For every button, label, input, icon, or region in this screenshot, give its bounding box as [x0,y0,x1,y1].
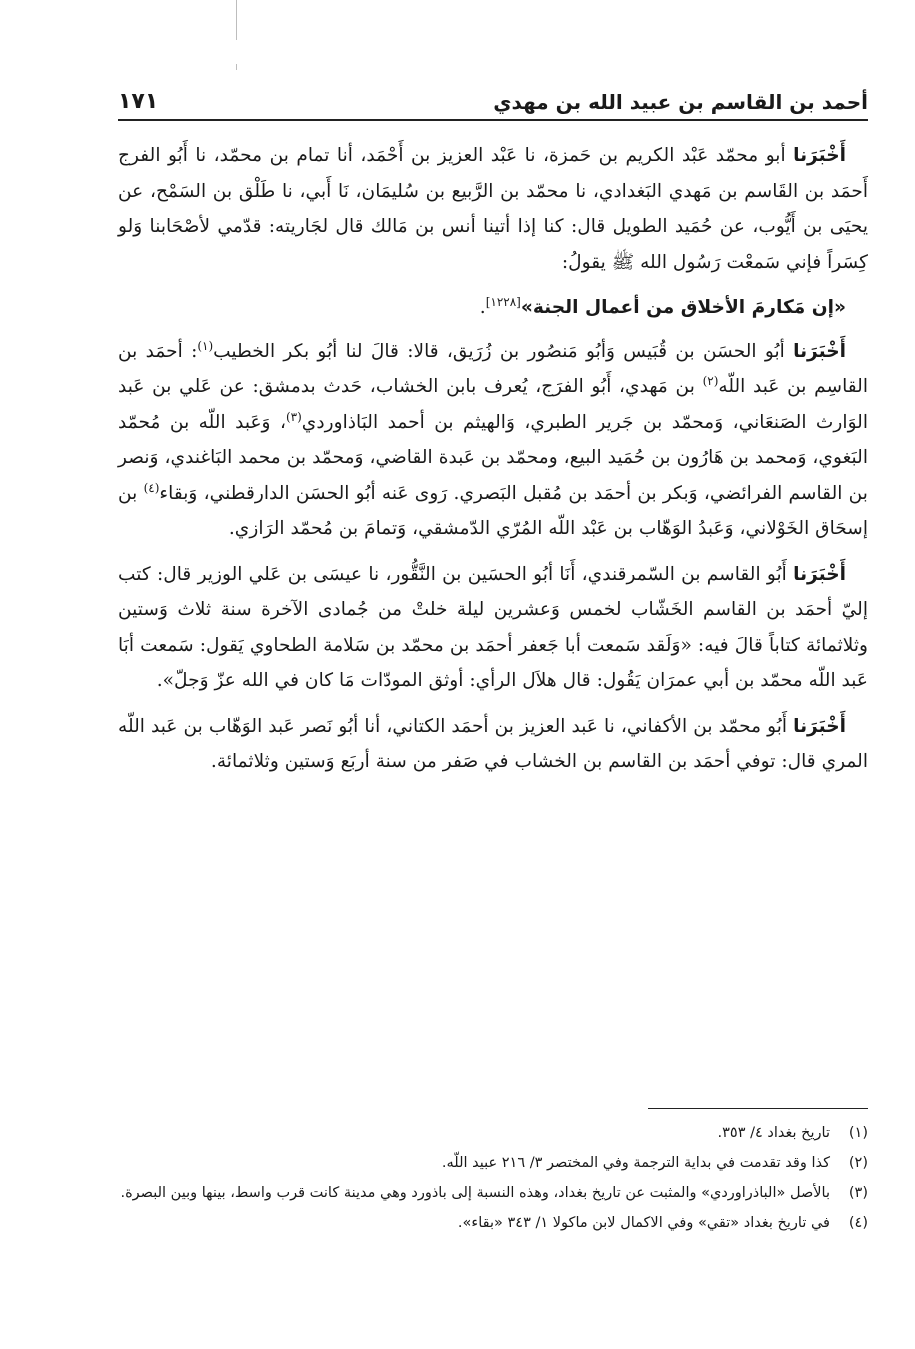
page-header [118,78,868,114]
footnote-rule [648,1108,868,1109]
footnote-1 [118,1120,868,1146]
paragraph-text: بن مَهدي، أَبُو الفرَج، يُعرف بابن الخشاب، حَدث بدمشق: عن عَلي بن عَبد الوَارث الصَنعَاني، وَمحمّد بن جَرير الطبري، وَالهيثم بن أحمد البَاذاوردي [118,376,869,433]
footnote-ref-2[interactable]: (٢) [702,373,719,388]
footnote-text: كذا وقد تقدمت في بداية الترجمة وفي المختصر ٣/ ٢١٦ عبيد اللّه. [441,1155,830,1171]
paragraph-text: : أحمَد بن القاسِم بن عَبد اللّه [118,340,869,397]
footnotes [118,1120,868,1240]
paragraph-text: بن إسحَاق الخَوْلاني، وَعَبدُ الوَهّاب بن عَبْد اللّه المُرّي الدّمشقي، وَتمامَ بن مُحمّد الرَازي. [118,482,868,539]
header-rule [118,119,868,121]
paragraph-text: أَبُو محمّد بن الأكفاني، نا عَبد العزيز بن أحمَد الكتاني، أنا أبُو نَصر عَبد الوَهّاب بن عَبد اللّه المري قال: توفي أحمَد بن القاسم بن الخشاب في صَفر من سنة أربَع وَستين وثلاثمائة. [118,715,868,772]
footnote-number: (١) [848,1125,868,1141]
paragraph-lead: أَخْبَرَنا [793,715,846,737]
footnote-2 [118,1150,868,1176]
paragraph-lead: أَخْبَرَنا [793,145,846,166]
footnote-3 [118,1180,868,1206]
scan-artifact-dot [236,64,237,70]
footnote-4 [118,1210,868,1236]
footnote-number: (٢) [848,1155,868,1171]
footnote-ref-1[interactable]: (١) [197,338,214,353]
running-title: أحمد بن القاسم بن عبيد الله بن مهدي [493,90,868,114]
footnote-text: بالأصل «الباذراوردي» والمثبت عن تاريخ بغداد، وهذه النسبة إلى باذورد وهي مدينة كانت قرب واسط، بينها وبين البصرة. [120,1185,830,1201]
hadith-tail: . [479,297,486,318]
paragraph-4 [118,709,868,780]
paragraph-text: ، وَعَبد اللّه بن مُحمّد البَغوي، وَمحمد بن هَارُون بن حُمَيد البيع، ومحمّد بن عَبدة القاضي، وَمحمّد بن محمد البَاغندي، وَنصر بن القاسم الفرائضي، وَبكر بن أحمَد بن مُقبل البَصري. رَوى عَنه أبُو الحسَن الدارقطني، وَبقاء [118,411,868,504]
hadith-number: [١٢٢٨] [485,294,521,309]
footnote-number: (٤) [848,1215,868,1231]
paragraph-1 [118,138,868,280]
footnote-text: تاريخ بغداد ٤/ ٣٥٣. [717,1125,830,1141]
hadith-text: «إن مَكارمَ الأخلاق من أعمال الجنة» [520,297,846,318]
paragraph-lead: أَخْبَرَنا [793,563,846,585]
paragraph-2 [118,334,868,547]
footnote-number: (٣) [848,1185,868,1201]
footnote-ref-3[interactable]: (٣) [285,409,302,424]
paragraph-lead: أَخْبَرَنا [793,340,846,362]
hadith-quote [118,290,868,326]
paragraph-text: أبو محمّد عَبْد الكريم بن حَمزة، نا عَبْد العزيز بن أَحْمَد، أنا تمام بن محمّد، نا أَبُو الفرج أَحمَد بن القَاسم بن مَهدي البَغدادي، نا محمّد بن الرَّبيع بن سُليمَان، نَا أَبي، نا طَلْق بن السَمْح، عن يحيَى بن أَيُّوب، عن حُمَيد الطويل قال: كنا إذا أتينا أنس بن مَالك قال لجَاريته: قدّمي لأصْحَابنا وَلو كِسَراً فإني سَمعْت رَسُول الله ﷺ يقولُ: [118,145,868,273]
paragraph-text: أبُو الحسَن بن قُبَيس وَأبُو مَنصُور بن زُرَيق، قالا: قالَ لنا أبُو بكر الخطيب [213,340,794,362]
footnote-text: في تاريخ بغداد «تقي» وفي الاكمال لابن ماكولا ١/ ٣٤٣ «بقاء». [457,1215,830,1231]
paragraph-3 [118,557,868,699]
footnote-ref-4[interactable]: (٤) [143,480,160,495]
page-number: ١٧١ [118,89,159,114]
scan-artifact-line [236,0,237,40]
main-text [118,138,868,790]
paragraph-text: أَبُو القاسم بن السّمرقندي، أَنَا أبُو الحسَين بن النَّقُّور، نا عيسَى بن عَلي الوزير قال: كتب إليّ أحمَد بن القاسم الخَشّاب لخمس وَعشرين ليلة خلتْ من جُمادى الآخرة سنة ثلاث وَستين وثلاثمائة كتاباً قالَ فيه: «وَلَقد سَمعت أبا جَعفر أحمَد بن محمّد بن سَلامة الطحاوي يَقول: سَمعت أبَا عَبد اللّه محمّد بن أبي عمرَان يَقُول: قال هلاَل الرأي: أوثق المودّات مَا كان في الله عزّ وَجلّ». [118,563,868,691]
